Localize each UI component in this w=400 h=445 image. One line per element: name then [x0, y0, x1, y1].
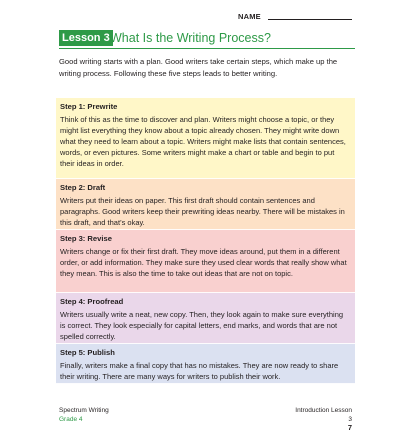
step-heading: Step 2: Draft: [60, 183, 106, 192]
step-heading: Step 3: Revise: [60, 234, 112, 243]
intro-paragraph: Good writing starts with a plan. Good writers take certain steps, which make up the writing process. Following these five steps leads to better writing.: [59, 57, 338, 78]
step-text: Writers change or fix their first draft. They move ideas around, put them in a different order, or add information. They make sure they used clear words that really show what they mean. This is also the time to take out ideas that are not on topic.: [60, 246, 347, 278]
footer-book-title: Spectrum Writing: [59, 407, 109, 414]
step-text: Finally, writers make a final copy that has no mistakes. They are now ready to share their writing. There are many ways for writers to publish their work.: [60, 360, 339, 381]
lesson-header: [59, 30, 355, 49]
steps-list: [56, 98, 355, 384]
step-text: Writers usually write a neat, new copy. Then, they look again to make sure everything is correct. They look especially for capital letters, end marks, and words that are not spelled correctly.: [60, 309, 344, 341]
step-revise: [56, 230, 355, 293]
footer-section: Introduction Lesson 3: [295, 407, 352, 423]
step-heading: Step 1: Prewrite: [60, 102, 118, 111]
step-publish: [56, 344, 355, 384]
lesson-badge: Lesson 3: [59, 30, 113, 46]
page-number: 7: [347, 423, 352, 432]
step-heading: Step 4: Proofread: [60, 297, 124, 306]
name-label: NAME: [238, 12, 261, 21]
footer-grade: Grade 4: [59, 416, 83, 423]
lesson-title: What Is the Writing Process?: [110, 31, 271, 45]
footer-book-info: [59, 406, 109, 424]
step-proofread: [56, 293, 355, 344]
step-text: Think of this as the time to discover and plan. Writers might choose a topic, or they might list everything they know about a topic already chosen. They might write down what they need to learn about a topic. Writers might make lists that contain sentences, words, or even pictures. Some writers might make a chart or table and begin to put their ideas in order.: [60, 114, 346, 169]
step-heading: Step 5: Publish: [60, 348, 115, 357]
step-prewrite: [56, 98, 355, 179]
name-write-line: [268, 19, 352, 20]
step-text: Writers put their ideas on paper. This first draft should contain sentences and paragraphs. Good writers keep their prewriting ideas nearby. There will be mistakes in this draft, and that’s okay.: [60, 195, 345, 227]
step-draft: [56, 179, 355, 230]
